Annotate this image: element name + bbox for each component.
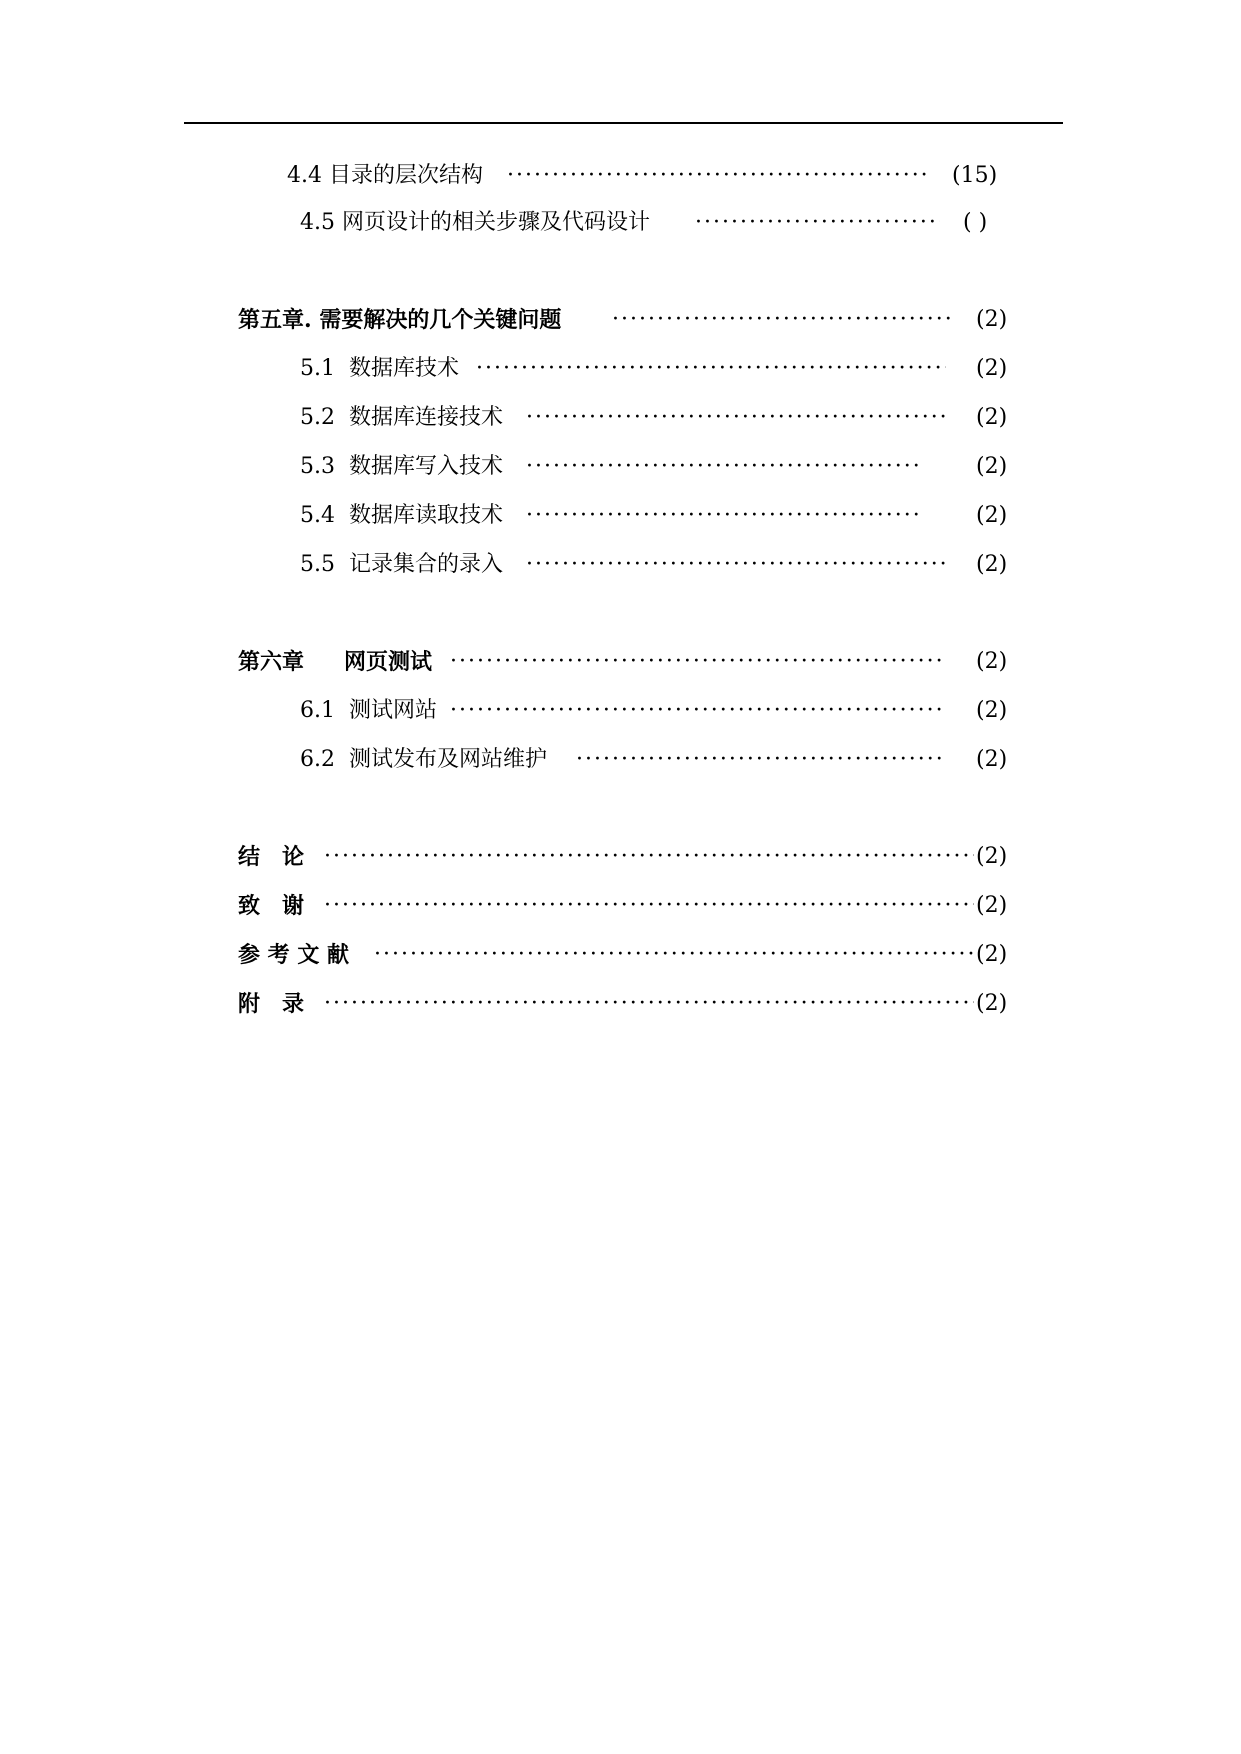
- page-number: (2): [976, 405, 1008, 430]
- section-title: 测试发布及网站维护: [349, 747, 548, 772]
- entry-title: 致 谢: [238, 893, 305, 919]
- toc-conclusion[interactable]: [238, 837, 1015, 877]
- page-number: (2): [976, 698, 1008, 723]
- section-number: 5.1: [300, 356, 335, 381]
- section-number: 4.4: [287, 163, 322, 188]
- section-title: 数据库技术: [349, 356, 460, 381]
- section-number: 5.5: [300, 552, 335, 577]
- leader-dots: [612, 300, 952, 340]
- page-number: (2): [976, 844, 1008, 869]
- leader-dots: [695, 203, 940, 243]
- chapter-label: 第六章: [238, 649, 305, 675]
- section-title: 测试网站: [349, 698, 438, 723]
- toc-entry-4-5[interactable]: [300, 203, 1010, 243]
- entry-title: 参 考 文 献: [238, 942, 349, 968]
- page-number: (2): [976, 893, 1008, 918]
- leader-dots: [450, 642, 946, 682]
- toc-acknowledgements[interactable]: [238, 886, 1015, 926]
- section-title: 网页设计的相关步骤及代码设计: [342, 210, 651, 235]
- toc-entry-5-4[interactable]: [300, 496, 1015, 536]
- page-number: ( ): [963, 210, 988, 235]
- section-number: 5.2: [300, 405, 335, 430]
- section-number: 4.5: [300, 210, 335, 235]
- page-number: (2): [976, 503, 1008, 528]
- section-title: 记录集合的录入: [349, 552, 504, 577]
- toc-appendix[interactable]: [238, 984, 1015, 1024]
- section-number: 6.2: [300, 747, 335, 772]
- entry-title: 附 录: [238, 991, 305, 1017]
- toc-chapter-5[interactable]: [238, 300, 1013, 340]
- toc-entry-6-1[interactable]: [300, 691, 1015, 731]
- leader-dots: [450, 691, 946, 731]
- section-title: 数据库写入技术: [349, 454, 504, 479]
- toc-entry-5-2[interactable]: [300, 398, 1015, 438]
- leader-dots: [324, 984, 974, 1024]
- chapter-title: 网页测试: [344, 649, 433, 675]
- page-number: (2): [976, 991, 1008, 1016]
- section-number: 5.3: [300, 454, 335, 479]
- toc-entry-5-1[interactable]: [300, 349, 1015, 389]
- leader-dots: [507, 156, 927, 196]
- page-number: (2): [976, 307, 1008, 332]
- page-number: (2): [976, 356, 1008, 381]
- chapter-title: 第五章. 需要解决的几个关键问题: [238, 307, 562, 333]
- leader-dots: [526, 545, 946, 585]
- leader-dots: [526, 496, 921, 536]
- section-title: 数据库连接技术: [349, 405, 504, 430]
- section-number: 6.1: [300, 698, 335, 723]
- leader-dots: [526, 447, 921, 487]
- toc-entry-6-2[interactable]: [300, 740, 1015, 780]
- page-number: (2): [976, 454, 1008, 479]
- leader-dots: [324, 837, 974, 877]
- section-title: 数据库读取技术: [349, 503, 504, 528]
- toc-entry-5-3[interactable]: [300, 447, 1015, 487]
- leader-dots: [526, 398, 946, 438]
- leader-dots: [576, 740, 946, 780]
- page-number: (2): [976, 552, 1008, 577]
- leader-dots: [374, 935, 974, 975]
- entry-title: 结 论: [238, 844, 305, 870]
- section-number: 5.4: [300, 503, 335, 528]
- leader-dots: [324, 886, 974, 926]
- toc-entry-5-5[interactable]: [300, 545, 1015, 585]
- page-number: (2): [976, 747, 1008, 772]
- leader-dots: [476, 349, 946, 389]
- header-rule: [184, 122, 1063, 124]
- page-number: (2): [976, 649, 1008, 674]
- page-number: (15): [952, 163, 998, 188]
- section-title: 目录的层次结构: [329, 163, 484, 188]
- toc-entry-4-4[interactable]: [287, 156, 1007, 196]
- toc-chapter-6[interactable]: [238, 642, 1015, 682]
- page-number: (2): [976, 942, 1008, 967]
- toc-references[interactable]: [238, 935, 1015, 975]
